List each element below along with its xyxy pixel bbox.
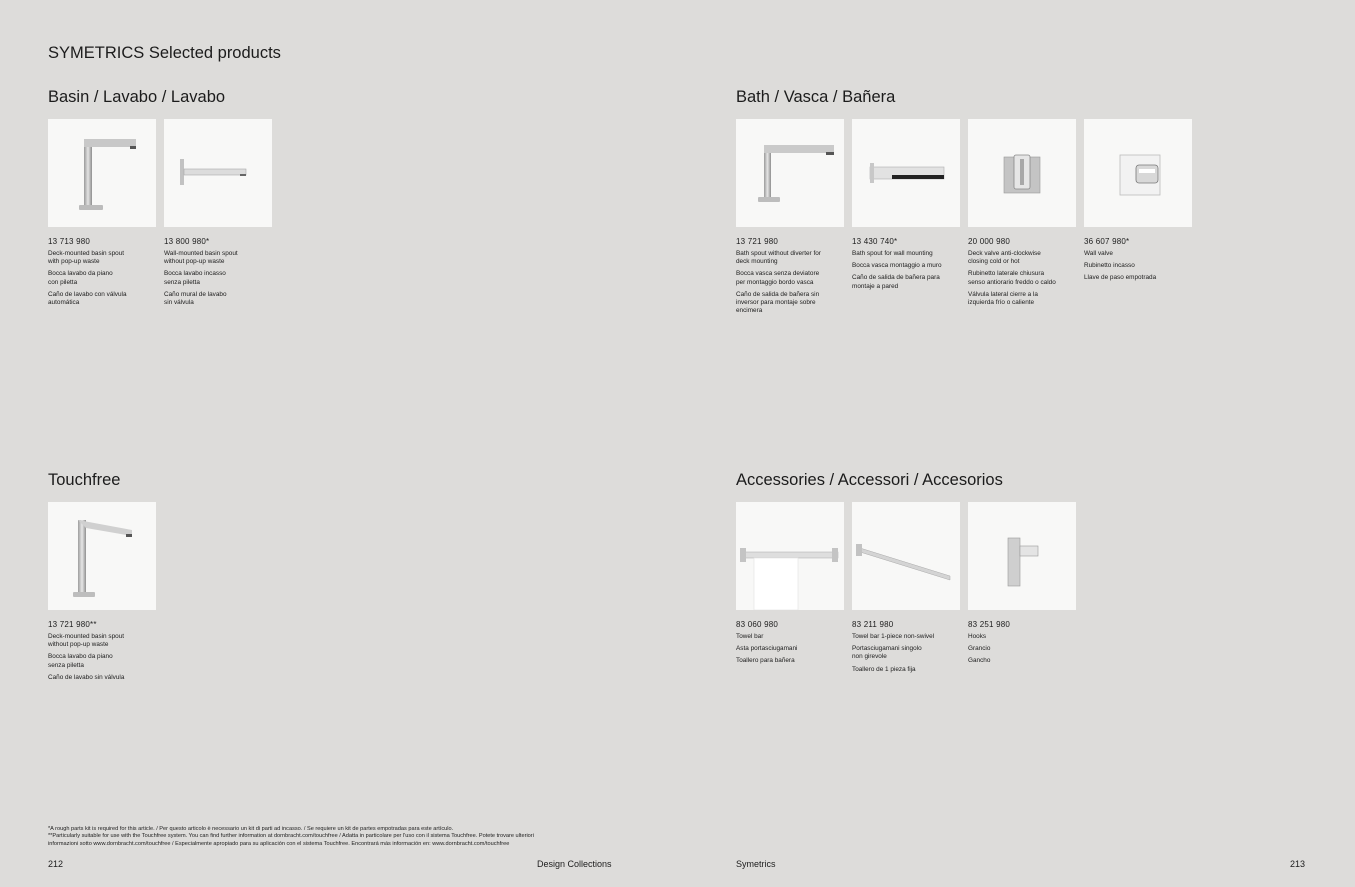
product-image-hooks bbox=[968, 502, 1076, 610]
product-desc-it: Bocca lavabo da piano con piletta bbox=[48, 270, 113, 286]
product-desc-it: Bocca lavabo da piano senza piletta bbox=[48, 653, 113, 669]
product-card[interactable] bbox=[48, 502, 156, 686]
page-title: SYMETRICS Selected products bbox=[48, 44, 281, 62]
product-desc-it: Asta portasciugamani bbox=[736, 645, 798, 653]
folio-label-left: Design Collections bbox=[537, 859, 612, 869]
product-code: 13 721 980** bbox=[48, 620, 97, 629]
product-desc-es: Caño de salida de bañera sin inversor para montaje sobre encimera bbox=[736, 290, 820, 315]
product-code: 13 800 980* bbox=[164, 237, 210, 246]
product-desc-es: Gancho bbox=[968, 657, 991, 665]
product-desc-en: Wall-mounted basin spout without pop-up waste bbox=[164, 250, 238, 266]
product-desc-it: Grancio bbox=[968, 645, 991, 653]
product-image-towel-bar bbox=[736, 502, 844, 610]
product-desc-en: Deck-mounted basin spout with pop-up waste bbox=[48, 250, 125, 266]
product-desc-es: Válvula lateral cierre a la izquierda frío o caliente bbox=[968, 290, 1038, 307]
product-desc-es: Llave de paso empotrada bbox=[1084, 274, 1157, 282]
product-image-deck-valve bbox=[968, 119, 1076, 227]
product-desc-en: Bath spout without diverter for deck mounting bbox=[736, 250, 821, 266]
product-code: 13 430 740* bbox=[852, 237, 898, 246]
product-card[interactable] bbox=[164, 119, 272, 311]
product-code: 20 000 980 bbox=[968, 237, 1011, 246]
product-image-deck-basin-spout bbox=[48, 119, 156, 227]
product-card[interactable] bbox=[968, 119, 1076, 319]
section-title-bath: Bath / Vasca / Bañera bbox=[736, 88, 896, 106]
footnotes: *A rough parts kit is required for this article. / Per questo articolo è necessario un kit di parti ad incasso. / Se requiere un kit de partes empotradas para este artículo. **Particularly suitable for use with the Touchfree system. You can find further information at dornbracht.com/touchfree / Adatta in particolare per l'uso con il sistema Touchfree. Potete trovare ulteriori informazioni sotto www.dornbracht.com/touchfree / Especialmente apropiado para su aplicación con el sistema Touchfree. Encontrará más información en: www.dornbracht.com/touchfree bbox=[48, 826, 534, 847]
page-number-right: 213 bbox=[1290, 859, 1306, 869]
product-desc-en: Bath spout for wall mounting bbox=[852, 250, 933, 257]
product-card[interactable] bbox=[1084, 119, 1192, 319]
product-code: 83 251 980 bbox=[968, 620, 1011, 629]
product-card[interactable] bbox=[852, 502, 960, 678]
product-code: 83 060 980 bbox=[736, 620, 779, 629]
product-desc-es: Caño de salida de bañera para montaje a pared bbox=[852, 274, 940, 290]
product-card[interactable] bbox=[48, 119, 156, 311]
product-grid-basin bbox=[48, 119, 272, 311]
product-desc-it: Bocca vasca montaggio a muro bbox=[852, 262, 942, 270]
product-code: 13 721 980 bbox=[736, 237, 779, 246]
section-title-basin: Basin / Lavabo / Lavabo bbox=[48, 88, 226, 106]
product-desc-it: Rubinetto laterale chiusura senso antiorario freddo o caldo bbox=[968, 270, 1056, 286]
product-desc-en: Towel bar 1-piece non-swivel bbox=[852, 633, 935, 640]
product-desc-en: Deck valve anti-clockwise closing cold or hot bbox=[968, 250, 1041, 266]
folio-label-right: Symetrics bbox=[736, 859, 776, 869]
product-code: 13 713 980 bbox=[48, 237, 91, 246]
product-card[interactable] bbox=[736, 502, 844, 678]
product-code: 83 211 980 bbox=[852, 620, 894, 629]
product-grid-bath bbox=[736, 119, 1192, 319]
product-desc-es: Caño de lavabo con válvula automática bbox=[48, 290, 127, 307]
product-desc-it: Bocca lavabo incasso senza piletta bbox=[164, 270, 226, 286]
product-image-wall-basin-spout bbox=[164, 119, 272, 227]
product-image-touchfree-spout bbox=[48, 502, 156, 610]
product-card[interactable] bbox=[968, 502, 1076, 678]
product-image-wall-valve bbox=[1084, 119, 1192, 227]
product-image-towel-bar-1-piece bbox=[852, 502, 960, 610]
product-desc-es: Toallero de 1 pieza fija bbox=[852, 665, 916, 673]
page-number-left: 212 bbox=[48, 859, 64, 869]
product-card[interactable] bbox=[852, 119, 960, 319]
section-title-touchfree: Touchfree bbox=[48, 471, 121, 489]
product-image-bath-spout-deck bbox=[736, 119, 844, 227]
product-desc-es: Caño mural de lavabo sin válvula bbox=[164, 290, 227, 307]
product-card[interactable] bbox=[736, 119, 844, 319]
product-desc-en: Deck-mounted basin spout without pop-up waste bbox=[48, 633, 125, 649]
product-desc-es: Caño de lavabo sin válvula bbox=[48, 673, 125, 681]
product-desc-en: Towel bar bbox=[736, 633, 764, 640]
product-desc-en: Wall valve bbox=[1084, 250, 1113, 257]
section-title-accessories: Accessories / Accessori / Accesorios bbox=[736, 471, 1003, 489]
product-grid-accessories bbox=[736, 502, 1076, 678]
product-code: 36 607 980* bbox=[1084, 237, 1130, 246]
product-desc-en: Hooks bbox=[968, 633, 987, 640]
product-desc-it: Bocca vasca senza deviatore per montaggio bordo vasca bbox=[736, 270, 820, 286]
product-image-bath-spout-wall bbox=[852, 119, 960, 227]
product-desc-es: Toallero para bañera bbox=[736, 657, 795, 665]
product-desc-it: Rubinetto incasso bbox=[1084, 262, 1135, 270]
product-desc-it: Portasciugamani singolo non girevole bbox=[852, 645, 922, 661]
product-grid-touchfree bbox=[48, 502, 156, 686]
